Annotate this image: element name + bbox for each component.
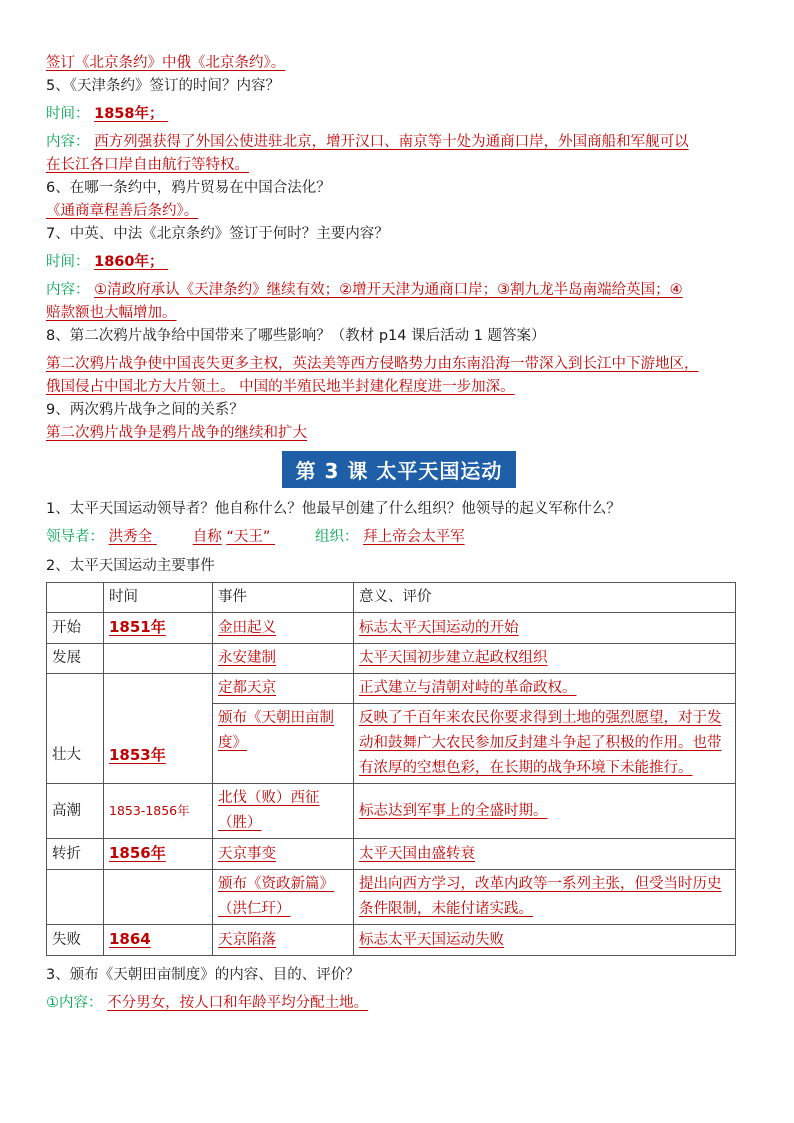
table-row [47, 644, 736, 674]
meaning-cell: 提出向西方学习，改革内政等一系列主张，但受当时历史条件限制，未能付诸实践。 [359, 876, 722, 917]
meaning-cell: 反映了千百年来农民你要求得到土地的强烈愿望，对于发动和鼓舞广大农民参加反封建斗争起了积极的作用。也带有浓厚的空想色彩，在长期的战争环境下未能推行。 [359, 710, 722, 776]
stage-cell: 壮大 [47, 674, 104, 784]
meaning-cell: 太平天国由盛转衰 [359, 845, 475, 862]
table-row [47, 925, 736, 956]
event-cell: 永安建制 [218, 650, 276, 666]
event-cell: 颁布《资政新篇》（洪仁玕） [218, 876, 334, 917]
q5-content-row [46, 131, 752, 154]
treaty-answer-line: 签订《北京条约》中俄《北京条约》。 [46, 55, 286, 71]
meaning-cell: 正式建立与清朝对峙的革命政权。 [359, 680, 577, 696]
q5-content-label: 内容： [46, 134, 90, 150]
header-cell: 时间 [104, 583, 213, 613]
title-value: “天王” [226, 529, 271, 545]
time-cell [104, 870, 213, 925]
org-label: 组织： [314, 529, 359, 545]
q5-content-line2: 在长江各口岸自由航行等特权。 [46, 157, 249, 173]
time-cell: 1864 [109, 930, 151, 948]
table-header-row [47, 583, 736, 613]
time-cell: 1853-1856年 [109, 803, 190, 818]
q5-content-line1: 西方列强获得了外国公使进驻北京，增开汉口、南京等十处为通商口岸，外国商船和军舰可以 [94, 134, 689, 150]
time-cell: 1853年 [109, 745, 166, 764]
document-page [46, 52, 752, 1015]
question-7: 7、中英、中法《北京条约》签订于何时？主要内容？ [46, 226, 389, 242]
s1-question: 1、太平天国运动领导者？他自称什么？他最早创建了什么组织？他领导的起义军称什么？ [46, 501, 621, 517]
q7-content-line2: 赔款额也大幅增加。 [46, 305, 177, 321]
s3-content-value: 不分男女，按人口和年龄平均分配土地。 [107, 995, 369, 1011]
q7-content-label: 内容： [46, 282, 90, 298]
table-row [47, 839, 736, 870]
q7-content-line1: ①清政府承认《天津条约》继续有效；②增开天津为通商口岸；③割九龙半岛南端给英国；④ [94, 282, 683, 298]
event-cell: 颁布《天朝田亩制度》 [218, 710, 334, 751]
event-cell: 北伐（败）西征（胜） [218, 790, 320, 831]
q5-time-label: 时间： [46, 106, 90, 122]
stage-cell: 转折 [47, 839, 104, 870]
stage-cell [47, 870, 104, 925]
table-row [47, 784, 736, 839]
s3-content-label: ①内容： [46, 995, 103, 1011]
stage-cell: 高潮 [47, 784, 104, 839]
lesson-heading-wrap [46, 451, 752, 488]
lesson-title: 第 3 课 太平天国运动 [282, 451, 517, 488]
events-table [46, 582, 736, 956]
event-cell: 天京陷落 [218, 931, 276, 948]
leader-label: 领导者： [46, 529, 104, 545]
question-6: 6、在哪一条约中，鸦片贸易在中国合法化？ [46, 180, 331, 196]
question-5: 5、《天津条约》签订的时间？内容？ [46, 78, 280, 94]
event-cell: 定都天京 [218, 680, 276, 696]
meaning-cell: 标志太平天国运动的开始 [359, 619, 519, 636]
header-cell [47, 583, 104, 613]
header-cell: 事件 [213, 583, 354, 613]
q8-answer-line1: 第二次鸦片战争使中国丧失更多主权，英法美等西方侵略势力由东南沿海一带深入到长江中下游地区， [46, 356, 699, 372]
meaning-cell: 标志太平天国运动失败 [359, 931, 504, 948]
q7-content-row [46, 279, 752, 302]
q7-time-label: 时间： [46, 254, 90, 270]
q8-answer-line2: 俄国侵占中国北方大片领土。 中国的半殖民地半封建化程度进一步加深。 [46, 379, 515, 395]
table-row [47, 674, 736, 704]
q5-time-row [46, 103, 752, 126]
leader-value: 洪秀全 [108, 529, 153, 545]
time-cell: 1851年 [109, 618, 166, 636]
q5-time-value: 1858年； [94, 106, 164, 122]
question-8: 8、第二次鸦片战争给中国带来了哪些影响？（教材 p14 课后活动 1 题答案） [46, 328, 546, 344]
q6-answer: 《通商章程善后条约》。 [46, 203, 199, 219]
table-row [47, 870, 736, 925]
time-cell: 1856年 [109, 844, 166, 862]
org-value: 拜上帝会太平军 [363, 529, 465, 545]
s1-answer-row [46, 526, 752, 549]
event-cell: 金田起义 [218, 619, 276, 636]
stage-cell: 失败 [47, 925, 104, 956]
s2-question: 2、太平天国运动主要事件 [46, 558, 215, 574]
s3-question: 3、颁布《天朝田亩制度》的内容、目的、评价？ [46, 967, 360, 983]
meaning-cell: 太平天国初步建立起政权组织 [359, 650, 548, 666]
s3-answer-row [46, 992, 752, 1015]
q7-time-value: 1860年； [94, 254, 164, 270]
q9-answer: 第二次鸦片战争是鸦片战争的继续和扩大 [46, 425, 307, 441]
q7-time-row [46, 251, 752, 274]
table-row [47, 613, 736, 644]
stage-cell: 开始 [47, 613, 104, 644]
stage-cell: 发展 [47, 644, 104, 674]
event-cell: 天京事变 [218, 845, 276, 862]
title-label: 自称 [192, 529, 222, 545]
header-cell: 意义、评价 [354, 583, 736, 613]
question-9: 9、两次鸦片战争之间的关系？ [46, 402, 244, 418]
meaning-cell: 标志达到军事上的全盛时期。 [359, 802, 548, 819]
